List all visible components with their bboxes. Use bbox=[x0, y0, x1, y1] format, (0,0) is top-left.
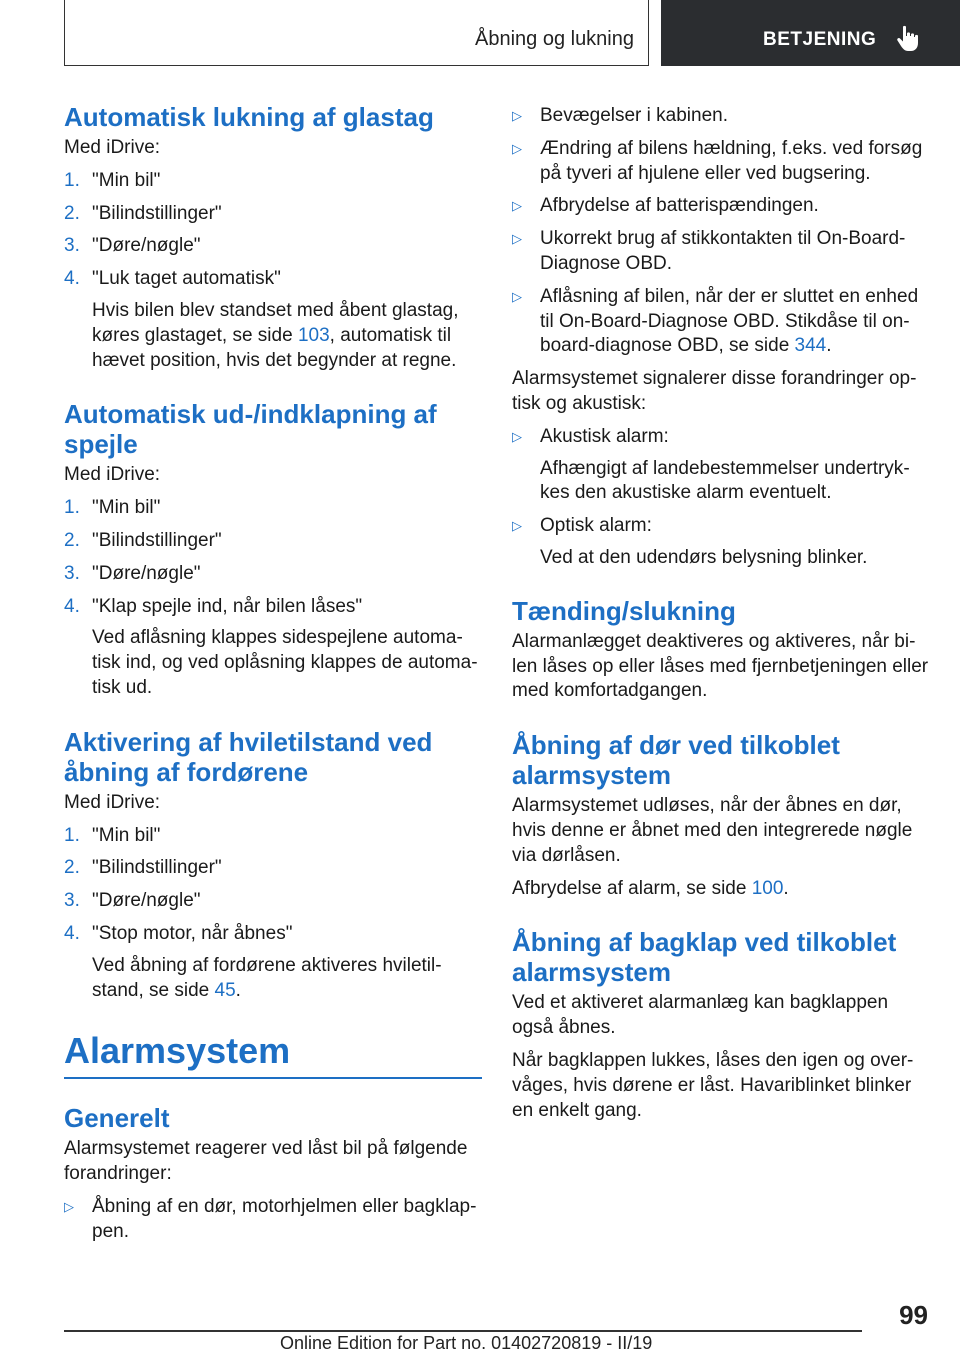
left-column bbox=[64, 102, 482, 1245]
triangle-bullet-icon: ▷ bbox=[512, 428, 522, 444]
list-item: ▷ Åbning af en dør, motorhjelmen eller bagklappen. bbox=[64, 1195, 482, 1245]
triangle-bullet-icon: ▷ bbox=[512, 140, 522, 156]
paragraph: Alarmsystemet reagerer ved låst bil på følgende forandringer: bbox=[64, 1138, 468, 1185]
list-item: ▷ Ændring af bilens hældning, f.eks. ved forsøg på tyveri af hjulene eller ved bugsering. bbox=[512, 137, 930, 187]
section-title-aabning-doer: Åbning af dør ved tilkoblet alarmsystem bbox=[512, 730, 840, 791]
triangle-bullet-icon: ▷ bbox=[64, 1198, 74, 1214]
paragraph: Alarmanlægget deaktiveres og aktiveres, når bilen låses op eller låses med fjernbetjeningen eller med komfortadgangen. bbox=[512, 630, 929, 702]
list-item: 2. "Bilindstillinger" bbox=[64, 202, 222, 224]
list-item: 1. "Min bil" bbox=[64, 497, 161, 519]
section-title-hviletilstand: Aktivering af hviletilstand ved åbning af fordørene bbox=[64, 726, 433, 787]
list-item: ▷ Akustisk alarm: bbox=[512, 425, 930, 450]
header-section-title: Åbning og lukning bbox=[474, 28, 634, 50]
triangle-bullet-icon: ▷ bbox=[512, 288, 522, 304]
list-item: 3. "Døre/nøgle" bbox=[64, 235, 201, 257]
triangle-bullet-icon: ▷ bbox=[512, 518, 522, 534]
triangle-bullet-icon: ▷ bbox=[512, 198, 522, 214]
intro-text: Med iDrive: bbox=[64, 137, 161, 158]
list-item: 1. "Min bil" bbox=[64, 169, 161, 191]
intro-text: Med iDrive: bbox=[64, 464, 161, 486]
list-item: 4. "Klap spejle ind, når bilen låses" bbox=[64, 595, 363, 617]
steps-list bbox=[64, 824, 482, 947]
paragraph: Alarmsystemet signalerer disse forandringer optisk og akustisk: bbox=[512, 368, 917, 414]
list-item: 4. "Luk taget automatisk" bbox=[64, 268, 281, 290]
page-reference-link[interactable]: 103 bbox=[297, 324, 330, 346]
paragraph: Afbrydelse af alarm, se side 100. bbox=[512, 877, 789, 899]
intro-text: Med iDrive: bbox=[64, 791, 161, 813]
triangle-bullet-icon: ▷ bbox=[512, 108, 522, 123]
list-item: 4. "Stop motor, når åbnes" bbox=[64, 922, 293, 944]
chapter-title-alarmsystem: Alarmsystem bbox=[64, 1030, 291, 1072]
steps-list bbox=[64, 496, 482, 619]
paragraph: Når bagklappen lukkes, låses den igen og overvåges, hvis dørene er låst. Havariblinket blinker en enkelt gang. bbox=[512, 1049, 914, 1121]
step-note: Hvis bilen blev standset med åbent glastag, køres glastaget, se side 103, automatisk til hævet position, hvis det begynder at regne. bbox=[92, 299, 459, 371]
hand-pointer-icon bbox=[895, 24, 921, 52]
section-title-taending: Tænding/slukning bbox=[512, 595, 736, 626]
page-reference-link[interactable]: 100 bbox=[751, 877, 784, 899]
section-title-spejle: Automatisk ud-/indklapning af spejle bbox=[64, 399, 437, 460]
list-item: ▷ Aflåsning af bilen, når der er sluttet en enhed til On-Board-Diagnose OBD. Stikdåse til onboard-diagnose OBD, se side 344. bbox=[512, 285, 930, 359]
paragraph: Alarmsystemet udløses, når der åbnes en dør, hvis denne er åbnet med den integrerede nøgle via dørlåsen. bbox=[512, 795, 913, 866]
page-reference-link[interactable]: 45 bbox=[214, 979, 236, 1001]
paragraph: Ved et aktiveret alarmanlæg kan bagklappen også åbnes. bbox=[512, 992, 889, 1039]
section-title-glastag: Automatisk lukning af glastag bbox=[64, 102, 434, 132]
right-column bbox=[512, 104, 930, 1123]
list-item: ▷ Bevægelser i kabinen. bbox=[512, 104, 930, 129]
page-number: 99 bbox=[899, 1300, 928, 1330]
list-item: 3. "Døre/nøgle" bbox=[64, 890, 201, 912]
step-note: Ved åbning af fordørene aktiveres hviletilstand, se side 45. bbox=[92, 954, 442, 1001]
header-chapter-title: BETJENING bbox=[763, 29, 877, 50]
list-item: 1. "Min bil" bbox=[64, 824, 161, 846]
header-chapter-box bbox=[661, 0, 960, 66]
section-title-generelt: Generelt bbox=[64, 1103, 170, 1134]
title-rule bbox=[64, 1077, 482, 1079]
list-item: 2. "Bilindstillinger" bbox=[64, 529, 222, 551]
list-item: ▷ Afbrydelse af batterispændingen. bbox=[512, 194, 930, 219]
footer-edition: Online Edition for Part no. 01402720819 - II/19 bbox=[280, 1333, 653, 1353]
header-section-box bbox=[64, 0, 649, 66]
triangle-bullet-icon: ▷ bbox=[512, 231, 522, 247]
list-item: 2. "Bilindstillinger" bbox=[64, 857, 222, 879]
section-title-aabning-bagklap: Åbning af bagklap ved tilkoblet alarmsystem bbox=[512, 927, 897, 988]
step-note: Ved aflåsning klappes sidespejlene automatisk ind, og ved oplåsning klappes de automatisk ud. bbox=[92, 627, 478, 698]
steps-list bbox=[64, 169, 482, 292]
page-reference-link[interactable]: 344 bbox=[794, 335, 827, 357]
bullet-note: Afhængigt af landebestemmelser undertrykkes den akustiske alarm eventuelt. bbox=[540, 457, 910, 504]
list-item: 3. "Døre/nøgle" bbox=[64, 562, 201, 584]
footer-rule bbox=[64, 1330, 862, 1332]
list-item: ▷ Optisk alarm: bbox=[512, 514, 930, 539]
bullet-note: Ved at den udendørs belysning blinker. bbox=[540, 546, 868, 568]
list-item: ▷ Ukorrekt brug af stikkontakten til On-Board-Diagnose OBD. bbox=[512, 227, 930, 277]
